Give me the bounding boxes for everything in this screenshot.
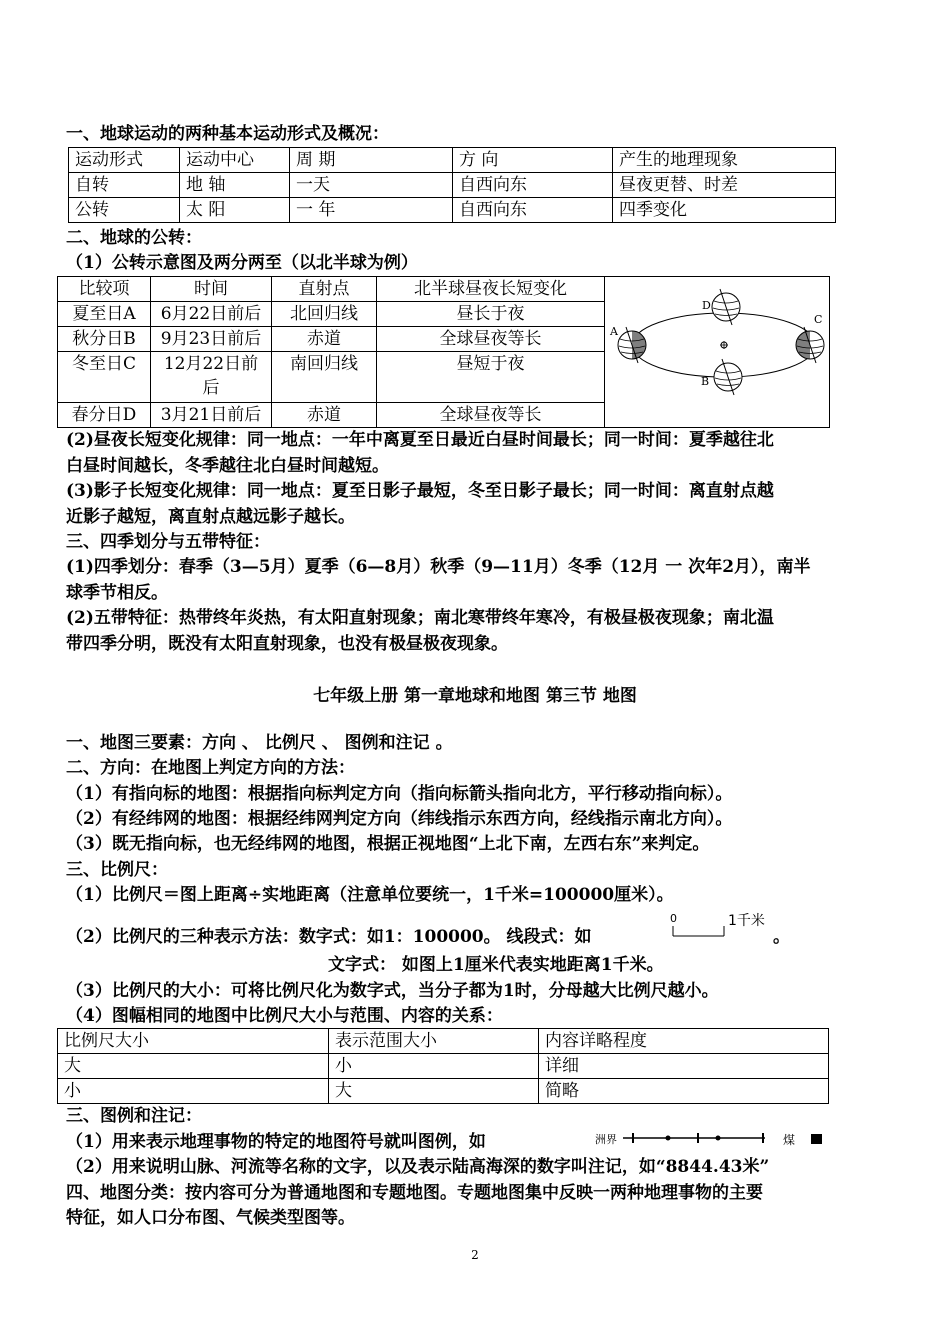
table-cell: 内容详略程度 [539, 1029, 829, 1054]
earth-d [712, 289, 740, 325]
table-header-row [69, 148, 836, 173]
scale-relation-table [57, 1028, 829, 1104]
legend-symbols [593, 1128, 828, 1150]
table-cell: 公转 [69, 198, 180, 223]
table-cell: 昼短于夜 [377, 352, 605, 403]
diagram-label-a: A [610, 325, 618, 338]
map-line: （3）既无指向标，也无经纬网的地图，根据正视地图“上北下南，左西右东”来判定。 [66, 834, 710, 854]
table-cell: 一天 [290, 173, 453, 198]
table-cell: 春分日D [58, 403, 151, 428]
table-cell: 自西向东 [453, 198, 613, 223]
table-cell: 昼长于夜 [377, 302, 605, 327]
legend-coal-label: 煤 [783, 1133, 796, 1147]
line-scale-graphic [668, 912, 778, 940]
table-cell: 自西向东 [453, 173, 613, 198]
day-length-rule-line1: (2)昼夜长短变化规律：同一地点：一年中离夏至日最近白昼时间最长；同一时间：夏季越往北 [66, 430, 774, 450]
table-row [58, 1054, 829, 1079]
map-line: （2）用来说明山脉、河流等名称的文字，以及表示陆高海深的数字叫注记，如“8844.43米” [66, 1157, 770, 1177]
table-cell: 赤道 [272, 327, 377, 352]
table-cell: 一 年 [290, 198, 453, 223]
section2-sub1: （1）公转示意图及两分两至（以北半球为例） [66, 253, 418, 273]
table-cell: 直射点 [272, 277, 377, 302]
diagram-label-b: B [701, 375, 710, 388]
section2-heading: 二、地球的公转： [66, 228, 202, 248]
map-line-end: 。 [773, 927, 790, 947]
scale-one-label: 1千米 [728, 913, 765, 929]
seasons-line1: (1)四季划分：春季（3—5月）夏季（6—8月）秋季（9—11月）冬季（12月 一 次年2月），南半 [66, 557, 811, 577]
revolution-table [57, 276, 605, 428]
table-cell: 6月22日前后 [151, 302, 272, 327]
table-cell: 赤道 [272, 403, 377, 428]
map-line: 文字式： 如图上1厘米代表实地距离1千米。 [328, 955, 664, 975]
table-row [58, 352, 605, 403]
day-length-rule-line2: 白昼时间越长，冬季越往北白昼时间越短。 [66, 456, 389, 476]
diagram-label-d: D [702, 299, 711, 312]
map-line: （2）比例尺的三种表示方法：数字式：如1：100000。 线段式：如 [66, 927, 592, 947]
table-cell: 运动中心 [180, 148, 290, 173]
earth-a [618, 327, 646, 363]
section3-heading: 三、四季划分与五带特征： [66, 532, 270, 552]
table-header-row [58, 1029, 829, 1054]
table-cell: 太 阳 [180, 198, 290, 223]
table-cell: 表示范围大小 [329, 1029, 539, 1054]
table-cell: 夏至日A [58, 302, 151, 327]
table-row [58, 302, 605, 327]
table-cell: 小 [58, 1079, 329, 1104]
zones-line1: (2)五带特征：热带终年炎热，有太阳直射现象；南北寒带终年寒冷，有极昼极夜现象；南北温 [66, 608, 774, 628]
map-line: 特征，如人口分布图、气候类型图等。 [66, 1208, 355, 1228]
table-cell: 9月23日前后 [151, 327, 272, 352]
table-cell: 运动形式 [69, 148, 180, 173]
section1-heading: 一、地球运动的两种基本运动形式及概况： [66, 124, 389, 144]
table-cell: 昼夜更替、时差 [613, 173, 836, 198]
map-line: （1）比例尺＝图上距离÷实地距离（注意单位要统一，1千米=100000厘米）。 [66, 885, 674, 905]
map-line: 三、图例和注记： [66, 1106, 202, 1126]
coal-symbol-icon [811, 1134, 822, 1144]
map-line: （3）比例尺的大小：可将比例尺化为数字式，当分子都为1时，分母越大比例尺越小。 [66, 981, 719, 1001]
table-cell: 南回归线 [272, 352, 377, 403]
earth-c [796, 327, 824, 363]
map-line: （2）有经纬网的地图：根据经纬网判定方向（纬线指示东西方向，经线指示南北方向）。 [66, 809, 733, 829]
earth-b [714, 359, 742, 395]
scale-zero-label: 0 [670, 912, 677, 925]
table-row [69, 173, 836, 198]
table-cell: 冬至日C [58, 352, 151, 403]
table-cell: 地 轴 [180, 173, 290, 198]
table-cell: 四季变化 [613, 198, 836, 223]
table-row [58, 1079, 829, 1104]
table-cell: 方 向 [453, 148, 613, 173]
table-cell: 12月22日前后 [151, 352, 272, 403]
table-row [58, 403, 605, 428]
table-header-row [58, 277, 605, 302]
table-cell: 简略 [539, 1079, 829, 1104]
table-cell: 全球昼夜等长 [377, 403, 605, 428]
table-cell: 大 [58, 1054, 329, 1079]
table-cell: 比较项 [58, 277, 151, 302]
table-cell: 详细 [539, 1054, 829, 1079]
map-line: （1）用来表示地理事物的特定的地图符号就叫图例，如 [66, 1132, 486, 1152]
page-number: 2 [471, 1248, 479, 1262]
shadow-rule-line2: 近影子越短，离直射点越远影子越长。 [66, 507, 355, 527]
table-cell: 周 期 [290, 148, 453, 173]
orbit-diagram [606, 285, 834, 423]
legend-boundary-label: 洲界 [595, 1133, 617, 1146]
map-line: 一、地图三要素：方向 、 比例尺 、 图例和注记 。 [66, 733, 453, 753]
map-line: 二、方向：在地图上判定方向的方法： [66, 758, 355, 778]
seasons-line2: 球季节相反。 [66, 583, 168, 603]
table-cell: 小 [329, 1054, 539, 1079]
table-cell: 时间 [151, 277, 272, 302]
map-line: （4）图幅相同的地图中比例尺大小与范围、内容的关系： [66, 1006, 503, 1026]
table-cell: 大 [329, 1079, 539, 1104]
diagram-label-c: C [814, 313, 823, 326]
map-line: 四、地图分类：按内容可分为普通地图和专题地图。专题地图集中反映一两种地理事物的主要 [66, 1183, 763, 1203]
shadow-rule-line1: (3)影子长短变化规律：同一地点：夏至日影子最短，冬至日影子最长；同一时间：离直射点越 [66, 481, 774, 501]
table-cell: 比例尺大小 [58, 1029, 329, 1054]
table-cell: 自转 [69, 173, 180, 198]
table-cell: 3月21日前后 [151, 403, 272, 428]
map-line: （1）有指向标的地图：根据指向标判定方向（指向标箭头指向北方，平行移动指向标）。 [66, 784, 733, 804]
table-cell: 全球昼夜等长 [377, 327, 605, 352]
table-row [69, 198, 836, 223]
table-cell: 北回归线 [272, 302, 377, 327]
table-cell: 北半球昼夜长短变化 [377, 277, 605, 302]
zones-line2: 带四季分明，既没有太阳直射现象，也没有极昼极夜现象。 [66, 634, 508, 654]
motion-table [68, 147, 836, 223]
chapter-title: 七年级上册 第一章地球和地图 第三节 地图 [313, 686, 637, 706]
table-cell: 秋分日B [58, 327, 151, 352]
table-row [58, 327, 605, 352]
table-cell: 产生的地理现象 [613, 148, 836, 173]
map-line: 三、比例尺： [66, 860, 168, 880]
